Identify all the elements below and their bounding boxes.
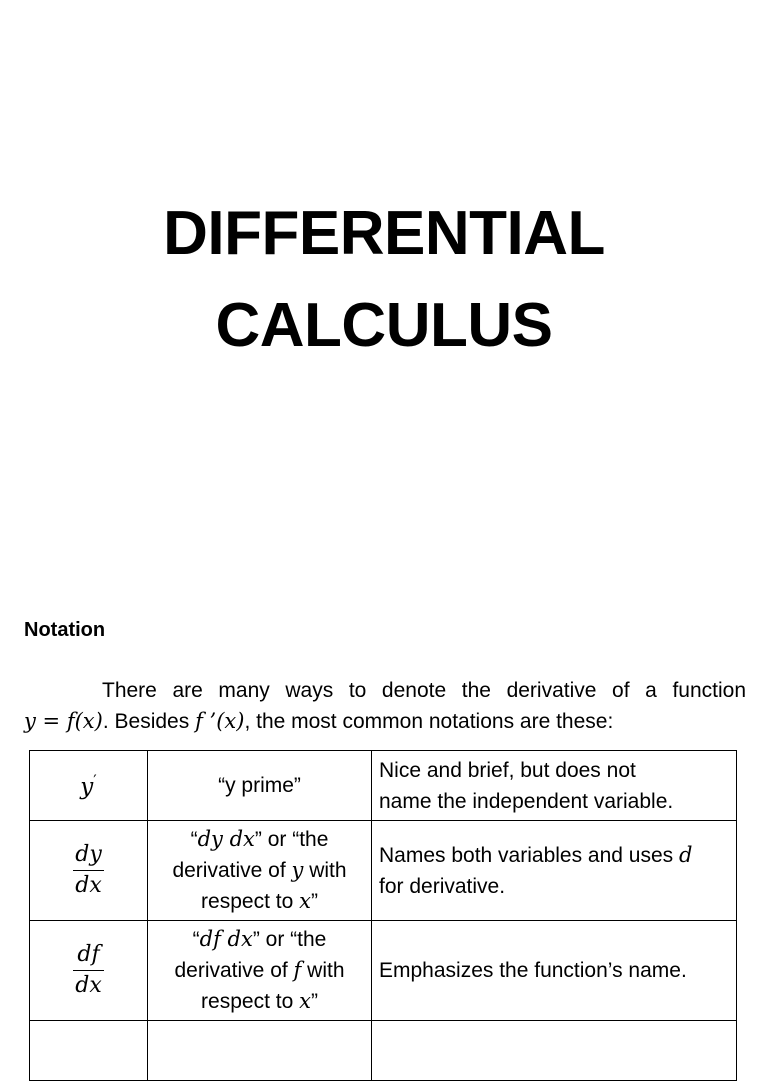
- reading-text: ”: [310, 890, 318, 913]
- math-fprime-mark: ’(x): [202, 709, 245, 733]
- reading-text: ” or “the: [254, 828, 329, 851]
- math-x-arg: (x): [74, 709, 103, 733]
- reading-text: respect to: [201, 990, 300, 1013]
- reading-cell: [148, 1021, 372, 1081]
- reading-math: x: [299, 889, 311, 913]
- reading-cell: [148, 821, 372, 921]
- notation-cell: [30, 1021, 148, 1081]
- reading-math: f: [293, 958, 302, 982]
- title-line-1: DIFFERENTIAL: [163, 199, 605, 268]
- fraction-numerator: df: [77, 942, 100, 967]
- fraction-denominator: dx: [73, 970, 104, 999]
- reading-math: dy dx: [197, 827, 255, 851]
- section-heading: Notation: [24, 619, 106, 641]
- reading-cell: [148, 751, 372, 821]
- reading-text: respect to: [201, 890, 300, 913]
- table-row: [30, 921, 737, 1021]
- prime-mark: ′: [93, 771, 97, 790]
- math-y: y: [24, 709, 36, 733]
- intro-tail: , the most common notations are these:: [244, 710, 614, 733]
- description-cell: [372, 1021, 737, 1081]
- reading-text: derivative of: [174, 959, 294, 982]
- math-equals: =: [35, 709, 67, 733]
- description-line-1: Nice and brief, but does not: [379, 758, 636, 782]
- reading-text: “: [192, 928, 200, 951]
- reading-text: with: [301, 959, 345, 982]
- notation-cell: [30, 821, 148, 921]
- notation-fraction: [73, 842, 104, 899]
- title-line-2: CALCULUS: [215, 291, 553, 360]
- reading-text: ”: [310, 990, 318, 1013]
- description-math: d: [679, 842, 693, 867]
- document-title: [0, 188, 768, 372]
- description-cell: [372, 921, 737, 1021]
- reading-text: derivative of: [172, 859, 292, 882]
- reading-math: df dx: [199, 927, 253, 951]
- intro-besides: . Besides: [102, 710, 196, 733]
- reading-text: with: [303, 859, 347, 882]
- notation-cell: [30, 921, 148, 1021]
- reading-cell: [148, 921, 372, 1021]
- description-cell: [372, 821, 737, 921]
- table-row: [30, 1021, 737, 1081]
- reading-text: ” or “the: [252, 928, 327, 951]
- notation-fraction: [73, 942, 104, 999]
- reading-math: y: [291, 858, 304, 882]
- reading-text: “y prime”: [218, 774, 301, 797]
- table-row: [30, 751, 737, 821]
- reading-text: “: [190, 828, 198, 851]
- table-row: [30, 821, 737, 921]
- notation-table: [29, 750, 737, 1081]
- fraction-numerator: dy: [75, 842, 102, 867]
- description-cell: [372, 751, 737, 821]
- fraction-denominator: dx: [73, 870, 104, 899]
- notation-symbol: y: [80, 773, 94, 800]
- description-line-1: Names both variables and uses: [379, 843, 679, 867]
- math-fprime-f: f: [195, 709, 203, 733]
- intro-line-1: There are many ways to denote the derivative of a function: [102, 679, 746, 702]
- notation-cell: [30, 751, 148, 821]
- intro-paragraph: [24, 676, 746, 737]
- description-line-2: for derivative.: [379, 874, 506, 898]
- notation-y-prime: [80, 771, 97, 800]
- math-f: f: [66, 709, 75, 733]
- description-line-1: Emphasizes the function’s name.: [379, 959, 687, 982]
- description-line-2: name the independent variable.: [379, 789, 674, 813]
- intro-line-2: [24, 706, 746, 737]
- reading-math: x: [299, 989, 311, 1013]
